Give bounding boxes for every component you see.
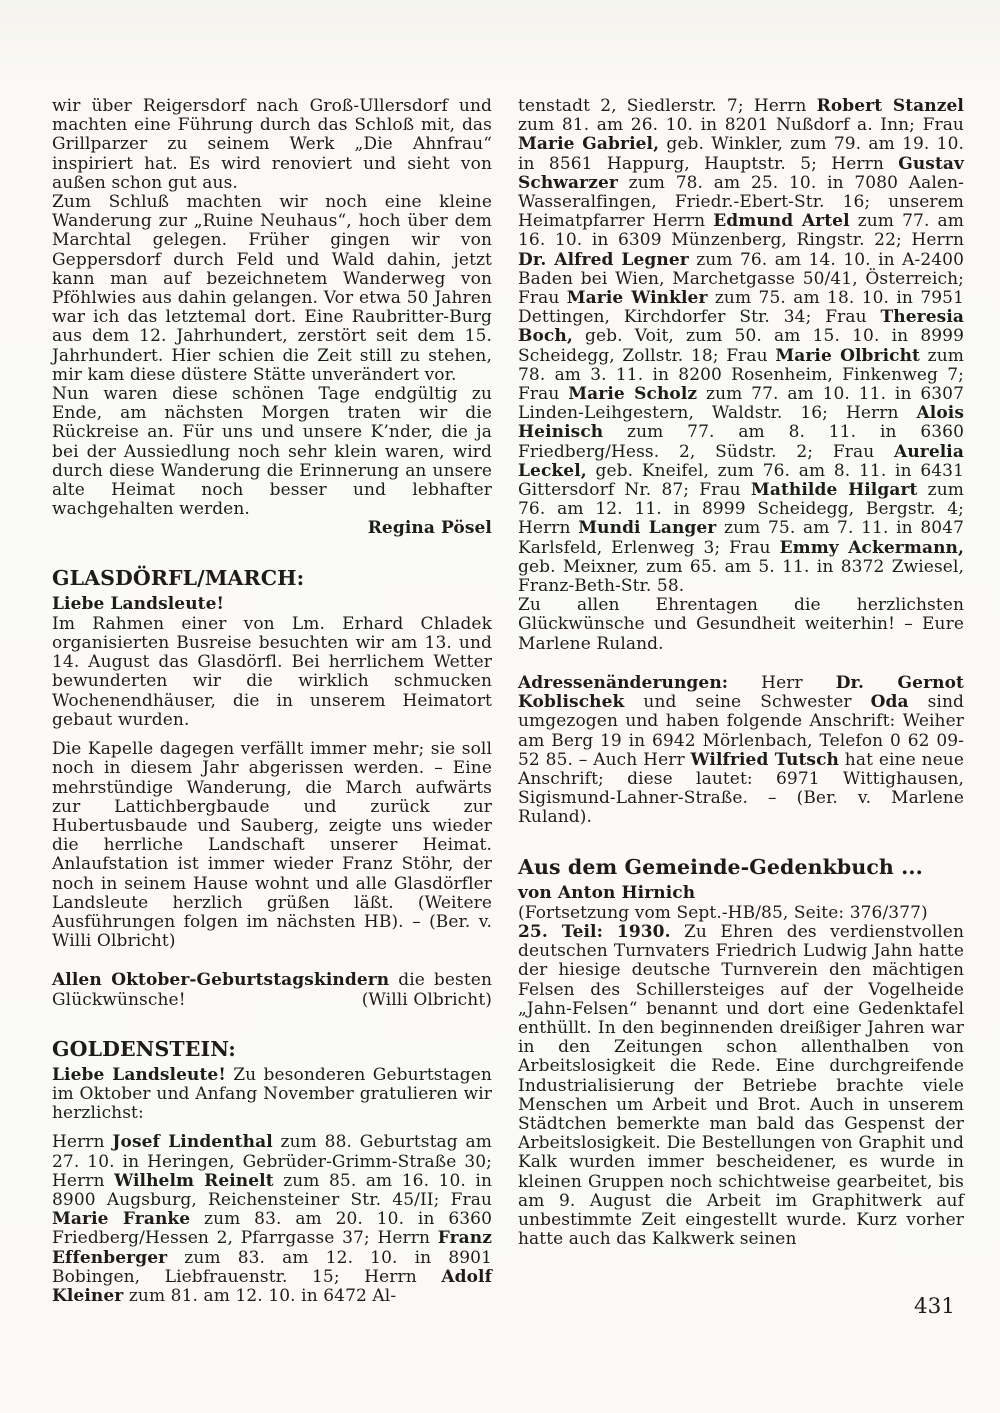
text-segment: sind umgezogen und haben folgende Anschrift: Weiher am Berg 19 in 6942 Mörlenbach, Telefon 0 62 09-52 85. – Auch Herr <box>518 692 970 770</box>
bold-text-segment: Alois Heinisch <box>518 403 971 443</box>
bold-text-segment: Adolf Kleiner <box>52 1266 499 1306</box>
bold-text-segment: Dr. Alfred Legner <box>518 249 689 270</box>
text-segment: Im Rahmen einer von Lm. Erhard Chladek organisierten Busreise besuchten wir am 13. und 14. August das Glasdörfl. Bei herrlichem Wetter bewunderten wir die wirklich schmucken Wochenendhäuser, die in unserem Heimatort gebaut wurden. <box>52 613 498 730</box>
right-column-paragraph-7 <box>518 921 970 1250</box>
text-segment: zum 76. am 14. 10. in A-2400 Baden bei Wien, Marchetgasse 50/41, Österreich; Frau <box>518 249 970 309</box>
text-segment: Herrn <box>52 1132 113 1153</box>
right-column-paragraph-6 <box>518 904 964 923</box>
text-segment: geb. Meixner, zum 65. am 5. 11. in 8372 Zwiesel, Franz-Beth-Str. 58. <box>518 537 970 597</box>
text-segment: hat eine neue Anschrift; diese lautet: 6971 Wittighausen, Sigismund-Lahner-Straße. – (Ber. v. Marlene Ruland). <box>518 749 970 828</box>
left-column-paragraph-2 <box>52 192 498 385</box>
text-segment: (Willi Olbricht) <box>361 989 492 1010</box>
bold-text-segment: Mundi Langer <box>578 518 717 539</box>
text-segment: Die Kapelle dagegen verfällt immer mehr; sie soll noch in diesem Jahr abgerissen werden. – Eine mehrstündige Wanderung, die March aufwärts zur Lattichbergbaude und zurück zur Hubertusbaude und Sauberg, zeigte uns wieder die herrliche Landschaft unserer Heimat. Anlaufstation ist immer wieder Franz Stöhr, der noch in seinem Hause wohnt und alle Glasdörfler Landsleute herzlich grüßen läßt. (Weitere Ausführungen folgen im nächsten HB). – (Ber. v. Willi Olbricht) <box>52 739 498 952</box>
left-column-paragraph-8 <box>52 739 498 952</box>
bold-text-segment: Liebe Landsleute! <box>52 1064 226 1085</box>
text-segment: Nun waren diese schönen Tage endgültig zu Ende, am nächsten Morgen traten wir die Rückreise an. Für uns und unsere K’nder, die ja bei der Aussiedlung noch sehr klein waren, wird durch diese Wanderung die Erinnerung an unsere alte Heimat noch besser und lebhafter wachgehalten werden. <box>52 384 498 520</box>
left-column-signature-4 <box>52 519 492 538</box>
right-column-paragraph-2 <box>518 595 970 654</box>
text-segment: (Fortsetzung vom Sept.-HB/85, Seite: 376/377) <box>518 902 928 923</box>
bold-text-segment: Liebe Landsleute! <box>52 593 225 614</box>
text-columns <box>52 96 971 1306</box>
bold-text-segment: Emmy Ackermann, <box>779 537 965 558</box>
bold-text-segment: Mathilde Hilgart <box>750 480 918 501</box>
bold-text-segment: Marie Gabriel, <box>518 134 660 155</box>
bold-text-segment: Wilhelm Reinelt <box>114 1170 274 1191</box>
bold-text-segment: Allen Oktober-Geburtstagskindern <box>52 970 390 991</box>
text-segment: zum 77. am 8. 11. in 6360 Friedberg/Hess. 2, Südstr. 2; Frau <box>518 422 970 462</box>
text-segment: zum 76. am 12. 11. in 8999 Scheidegg, Bergstr. 4; Herrn <box>518 480 970 539</box>
bold-text-segment: Edmund Artel <box>713 211 850 232</box>
text-segment: Herr <box>728 672 836 693</box>
right-column <box>518 96 971 1306</box>
bold-text-segment: Wilfried Tutsch <box>690 749 839 770</box>
left-column <box>52 96 499 1306</box>
bold-text-segment: Marie Olbricht <box>775 345 921 366</box>
text-segment: zum 81. am 12. 10. in 6472 Al- <box>123 1285 397 1306</box>
bold-text-segment: 25. Teil: 1930. <box>518 921 671 942</box>
left-column-paragraph-7 <box>52 613 498 730</box>
bold-text-segment: von Anton Hirnich <box>518 882 696 903</box>
text-segment: zum 88. Geburtstag am 27. 10. in Heringen, Gebrüder-Grimm-Straße 30; Herrn <box>52 1132 498 1191</box>
bold-text-segment: Marie Franke <box>52 1209 191 1230</box>
left-column-heading-5 <box>52 566 492 591</box>
right-column-heading-4 <box>518 855 964 880</box>
text-segment: zum 78. am 25. 10. in 7080 Aalen-Wasseralfingen, Friedr.-Ebert-Str. 16; unserem Heimatpfarrer Herrn <box>518 172 970 232</box>
bold-text-segment: Robert Stanzel <box>816 96 964 116</box>
bold-text-segment: Regina Pösel <box>367 518 492 539</box>
text-segment: Zum Schluß machten wir noch eine kleine Wanderung zur „Ruine Neuhaus“, hoch über dem Marchtal gelegen. Früher gingen wir von Geppersdorf durch Feld und Wald dahin, jetzt kann man auf bezeichnetem Wanderweg von Pföhlwies aus dahin gelangen. Vor etwa 50 Jahren war ich das letztemal dort. Eine Raubritter-Burg aus dem 12. Jahrhundert, zerstört seit dem 15. Jahrhundert. Hier schien die Zeit still zu stehen, mir kam diese düstere Stätte unverändert vor. <box>52 192 498 385</box>
text-segment: wir über Reigersdorf nach Groß-Ullersdorf und machten eine Führung durch das Schloß mit, das Grillparzer zu seinem Werk „Die Ahnfrau“ inspiriert hat. Es wird renoviert und sieht von außen schon gut aus. <box>52 96 498 193</box>
text-segment: zum 77. am 16. 10. in 6309 Münzenberg, Ringstr. 22; Herrn <box>518 211 970 251</box>
text-segment: Zu allen Ehrentagen die herzlichsten Glückwünsche und Gesundheit weiterhin! – Eure Marlene Ruland. <box>518 595 970 654</box>
right-column-subheading-5 <box>518 884 964 903</box>
left-column-paragraph-11 <box>52 1064 498 1124</box>
bold-text-segment: Aurelia Leckel, <box>518 441 971 481</box>
bold-text-segment: Franz Effenberger <box>52 1228 499 1268</box>
page-number: 431 <box>913 1294 955 1319</box>
text-segment: zum 77. am 10. 11. in 6307 Linden-Leihgestern, Waldstr. 16; Herrn <box>518 384 970 424</box>
text-segment: geb. Winkler, zum 79. am 19. 10. in 8561 Happurg, Hauptstr. 5; Herrn <box>518 134 970 174</box>
bold-text-segment: Josef Lindenthal <box>112 1132 273 1153</box>
left-column-paragraph-1 <box>52 96 498 193</box>
bold-text-segment: GOLDENSTEIN: <box>52 1036 236 1061</box>
left-column-paragraph-3 <box>52 384 498 520</box>
text-segment: geb. Kneifel, zum 76. am 8. 11. in 6431 Gittersdorf Nr. 87; Frau <box>518 460 970 501</box>
text-segment: zum 81. am 26. 10. in 8201 Nußdorf a. Inn; Frau <box>518 96 970 136</box>
text-segment: die besten Glückwünsche! <box>52 970 498 1010</box>
left-column-heading-10 <box>52 1037 492 1062</box>
text-segment: zum 83. am 12. 10. in 8901 Bobingen, Liebfrauenstr. 15; Herrn <box>52 1247 498 1287</box>
bold-text-segment: Marie Winkler <box>566 288 708 309</box>
left-column-paragraph-9 <box>52 970 498 1010</box>
text-segment: und seine Schwester <box>624 692 871 713</box>
bold-text-segment: Dr. Gernot Koblischek <box>518 672 971 713</box>
right-column-paragraph-1 <box>518 96 971 597</box>
text-segment: zum 75. am 7. 11. in 8047 Karlsfeld, Erlenweg 3; Frau <box>518 518 970 558</box>
bold-text-segment: Aus dem Gemeinde-Gedenkbuch ... <box>518 854 923 879</box>
bold-text-segment: Gustav Schwarzer <box>518 153 971 193</box>
right-column-paragraph-3 <box>518 672 971 828</box>
bold-text-segment: GLASDÖRFL/MARCH: <box>52 565 305 590</box>
bold-text-segment: Adressenänderungen: <box>518 672 729 693</box>
left-column-subheading-6 <box>52 595 492 614</box>
text-segment: zum 85. am 16. 10. in 8900 Augsburg, Reichensteiner Str. 45/II; Frau <box>52 1170 498 1210</box>
text-segment: zum 75. am 18. 10. in 7951 Dettingen, Kirchdorfer Str. 34; Frau <box>518 288 970 328</box>
text-segment: Zu besonderen Geburtstagen im Oktober und Anfang November gratulieren wir herzlichst: <box>52 1064 498 1124</box>
text-segment: tenstadt 2, Siedlerstr. 7; Herrn <box>518 96 817 116</box>
bold-text-segment: Oda <box>870 692 909 713</box>
text-segment: zum 78. am 3. 11. in 8200 Rosenheim, Finkenweg 7; Frau <box>518 345 970 405</box>
text-segment: Zu Ehren des verdienstvollen deutschen Turnvaters Friedrich Ludwig Jahn hatte der hiesige deutsche Turnverein den mächtigen Felsen des Schillersteiges auf der Vogelheide „Jahn-Felsen“ benannt und dort eine Gedenktafel enthüllt. In den beginnenden dreißiger Jahren war in den Zeitungen schon allenthalben von Arbeitslosigkeit die Rede. Eine durchgreifende Industrialisierung der Betriebe brachte viele Menschen um Arbeit und Brot. Auch in unserem Städtchen bemerkte man bald das Gespenst der Arbeitslosigkeit. Die Bestellungen von Graphit und Kalk wurden immer bescheidener, es wurde in kleinen Gruppen noch schichtweise gearbeitet, bis am 9. August die Arbeit im Graphitwerk auf unbestimmte Zeit eingestellt wurde. Kurz vorher hatte auch das Kalkwerk seinen <box>518 921 970 1250</box>
left-column-paragraph-12 <box>52 1132 499 1306</box>
text-segment: zum 83. am 20. 10. in 6360 Friedberg/Hessen 2, Pfarrgasse 37; Herrn <box>52 1209 498 1249</box>
bold-text-segment: Theresia Boch, <box>518 307 971 347</box>
bold-text-segment: Marie Scholz <box>568 384 698 405</box>
text-segment: geb. Voit, zum 50. am 15. 10. in 8999 Scheidegg, Zollstr. 18; Frau <box>518 326 970 366</box>
